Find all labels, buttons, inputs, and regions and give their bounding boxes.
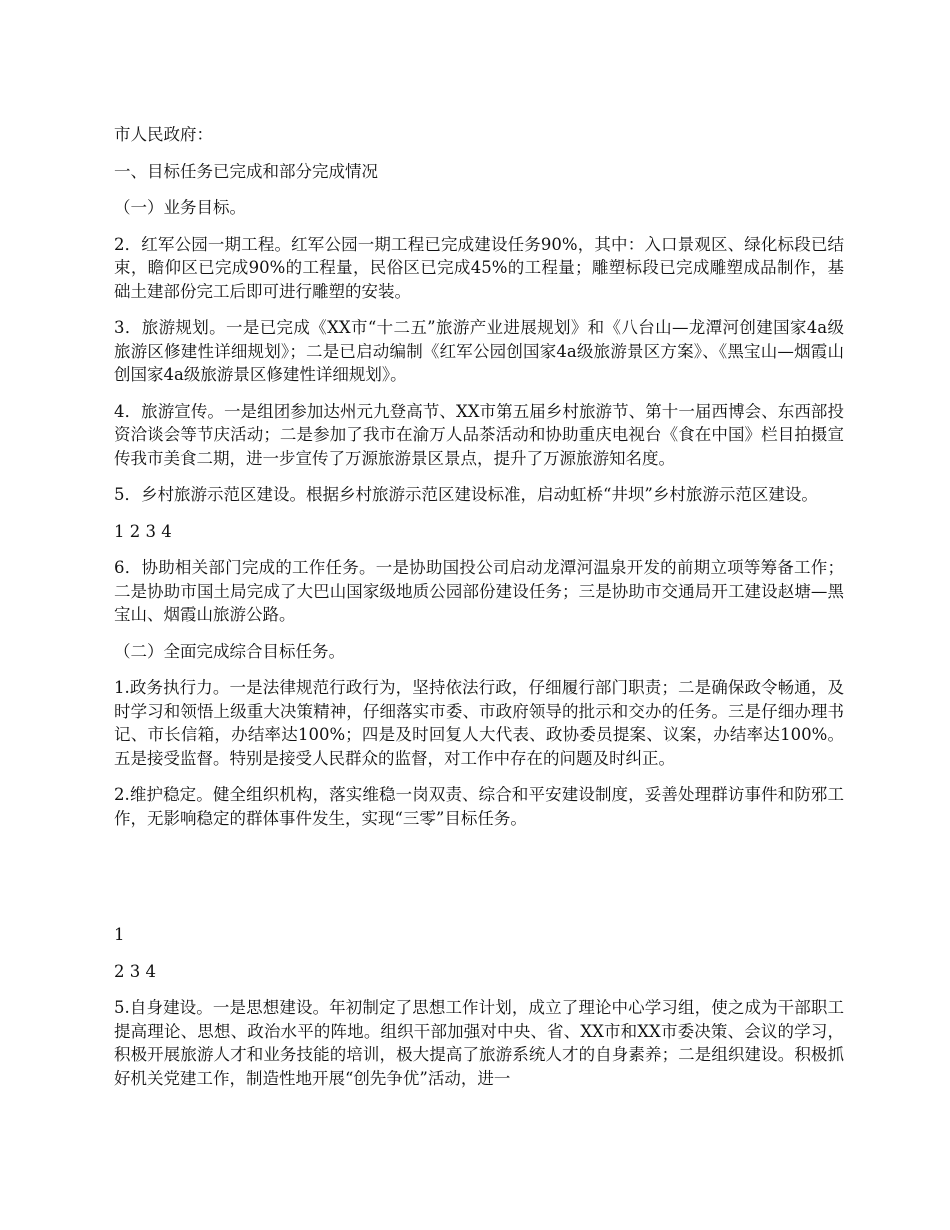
document-body: [114, 123, 844, 1103]
page-number: 1: [114, 925, 125, 944]
paragraph-rural-tourism: 5．乡村旅游示范区建设。根据乡村旅游示范区建设标准，启动虹桥“井坝”乡村旅游示范区建设。: [114, 485, 818, 504]
section-heading-1: 一、目标任务已完成和部分完成情况: [114, 161, 378, 181]
spacer: [114, 843, 844, 923]
paragraph-tourism-planning: 3．旅游规划。一是已完成《XX市“十二五”旅游产业进展规划》和《八台山—龙潭河创建国家4a级旅游区修建性详细规划》；二是已启动编制《红军公园创国家4a级旅游景区方案》、《黑宝山—烟霞山创国家4a级旅游景区修建性详细规划》。: [114, 318, 844, 384]
subsection-heading-1: （一）业务目标。: [114, 198, 246, 217]
paragraph-tourism-promotion: 4．旅游宣传。一是组团参加达州元九登高节、XX市第五届乡村旅游节、第十一届西博会、东西部投资洽谈会等节庆活动；二是参加了我市在渝万人品茶活动和协助重庆电视台《食在中国》栏目拍摄宣传我市美食二期，进一步宣传了万源旅游景区景点，提升了万源旅游知名度。: [114, 401, 844, 468]
paragraph-red-army-park: 2．红军公园一期工程。红军公园一期工程已完成建设任务90%，其中：入口景观区、绿化标段已结束，瞻仰区已完成90%的工程量，民俗区已完成45%的工程量；雕塑标段已完成雕塑成品制作，基础土建部份完工后即可进行雕塑的安装。: [114, 234, 844, 301]
paragraph-self-building: 5.自身建设。一是思想建设。年初制定了思想工作计划，成立了理论中心学习组，使之成为干部职工提高理论、思想、政治水平的阵地。组织干部加强对中央、省、XX市和XX市委决策、会议的学习，积极开展旅游人才和业务技能的培训，极大提高了旅游系统人才的自身素养；二是组织建设。积极抓好机关党建工作，制造性地开展“创先争优”活动，进一: [114, 998, 844, 1088]
paragraph-administrative-execution: 1.政务执行力。一是法律规范行政行为，坚持依法行政，仔细履行部门职责；二是确保政令畅通，及时学习和领悟上级重大决策精神，仔细落实市委、市政府领导的批示和交办的任务。三是仔细办理书记、市长信箱，办结率达100%；四是及时回复人大代表、政协委员提案、议案，办结率达100%。五是接受监督。特别是接受人民群众的监督，对工作中存在的问题及时纠正。: [114, 678, 844, 768]
paragraph-assist-departments: 6．协助相关部门完成的工作任务。一是协助国投公司启动龙潭河温泉开发的前期立项等筹备工作；二是协助市国土局完成了大巴山国家级地质公园部份建设任务；三是协助市交通局开工建设赵塘—黑宝山、烟霞山旅游公路。: [114, 558, 844, 624]
paragraph-stability: 2.维护稳定。健全组织机构，落实维稳一岗双责、综合和平安建设制度，妥善处理群访事件和防邪工作，无影响稳定的群体事件发生，实现“三零”目标任务。: [114, 785, 844, 828]
page-numbers-line: 1 2 3 4: [114, 521, 172, 541]
page-numbers-line-2: 2 3 4: [114, 961, 156, 981]
salutation: 市人民政府：: [114, 125, 213, 144]
subsection-heading-2: （二）全面完成综合目标任务。: [114, 641, 345, 661]
